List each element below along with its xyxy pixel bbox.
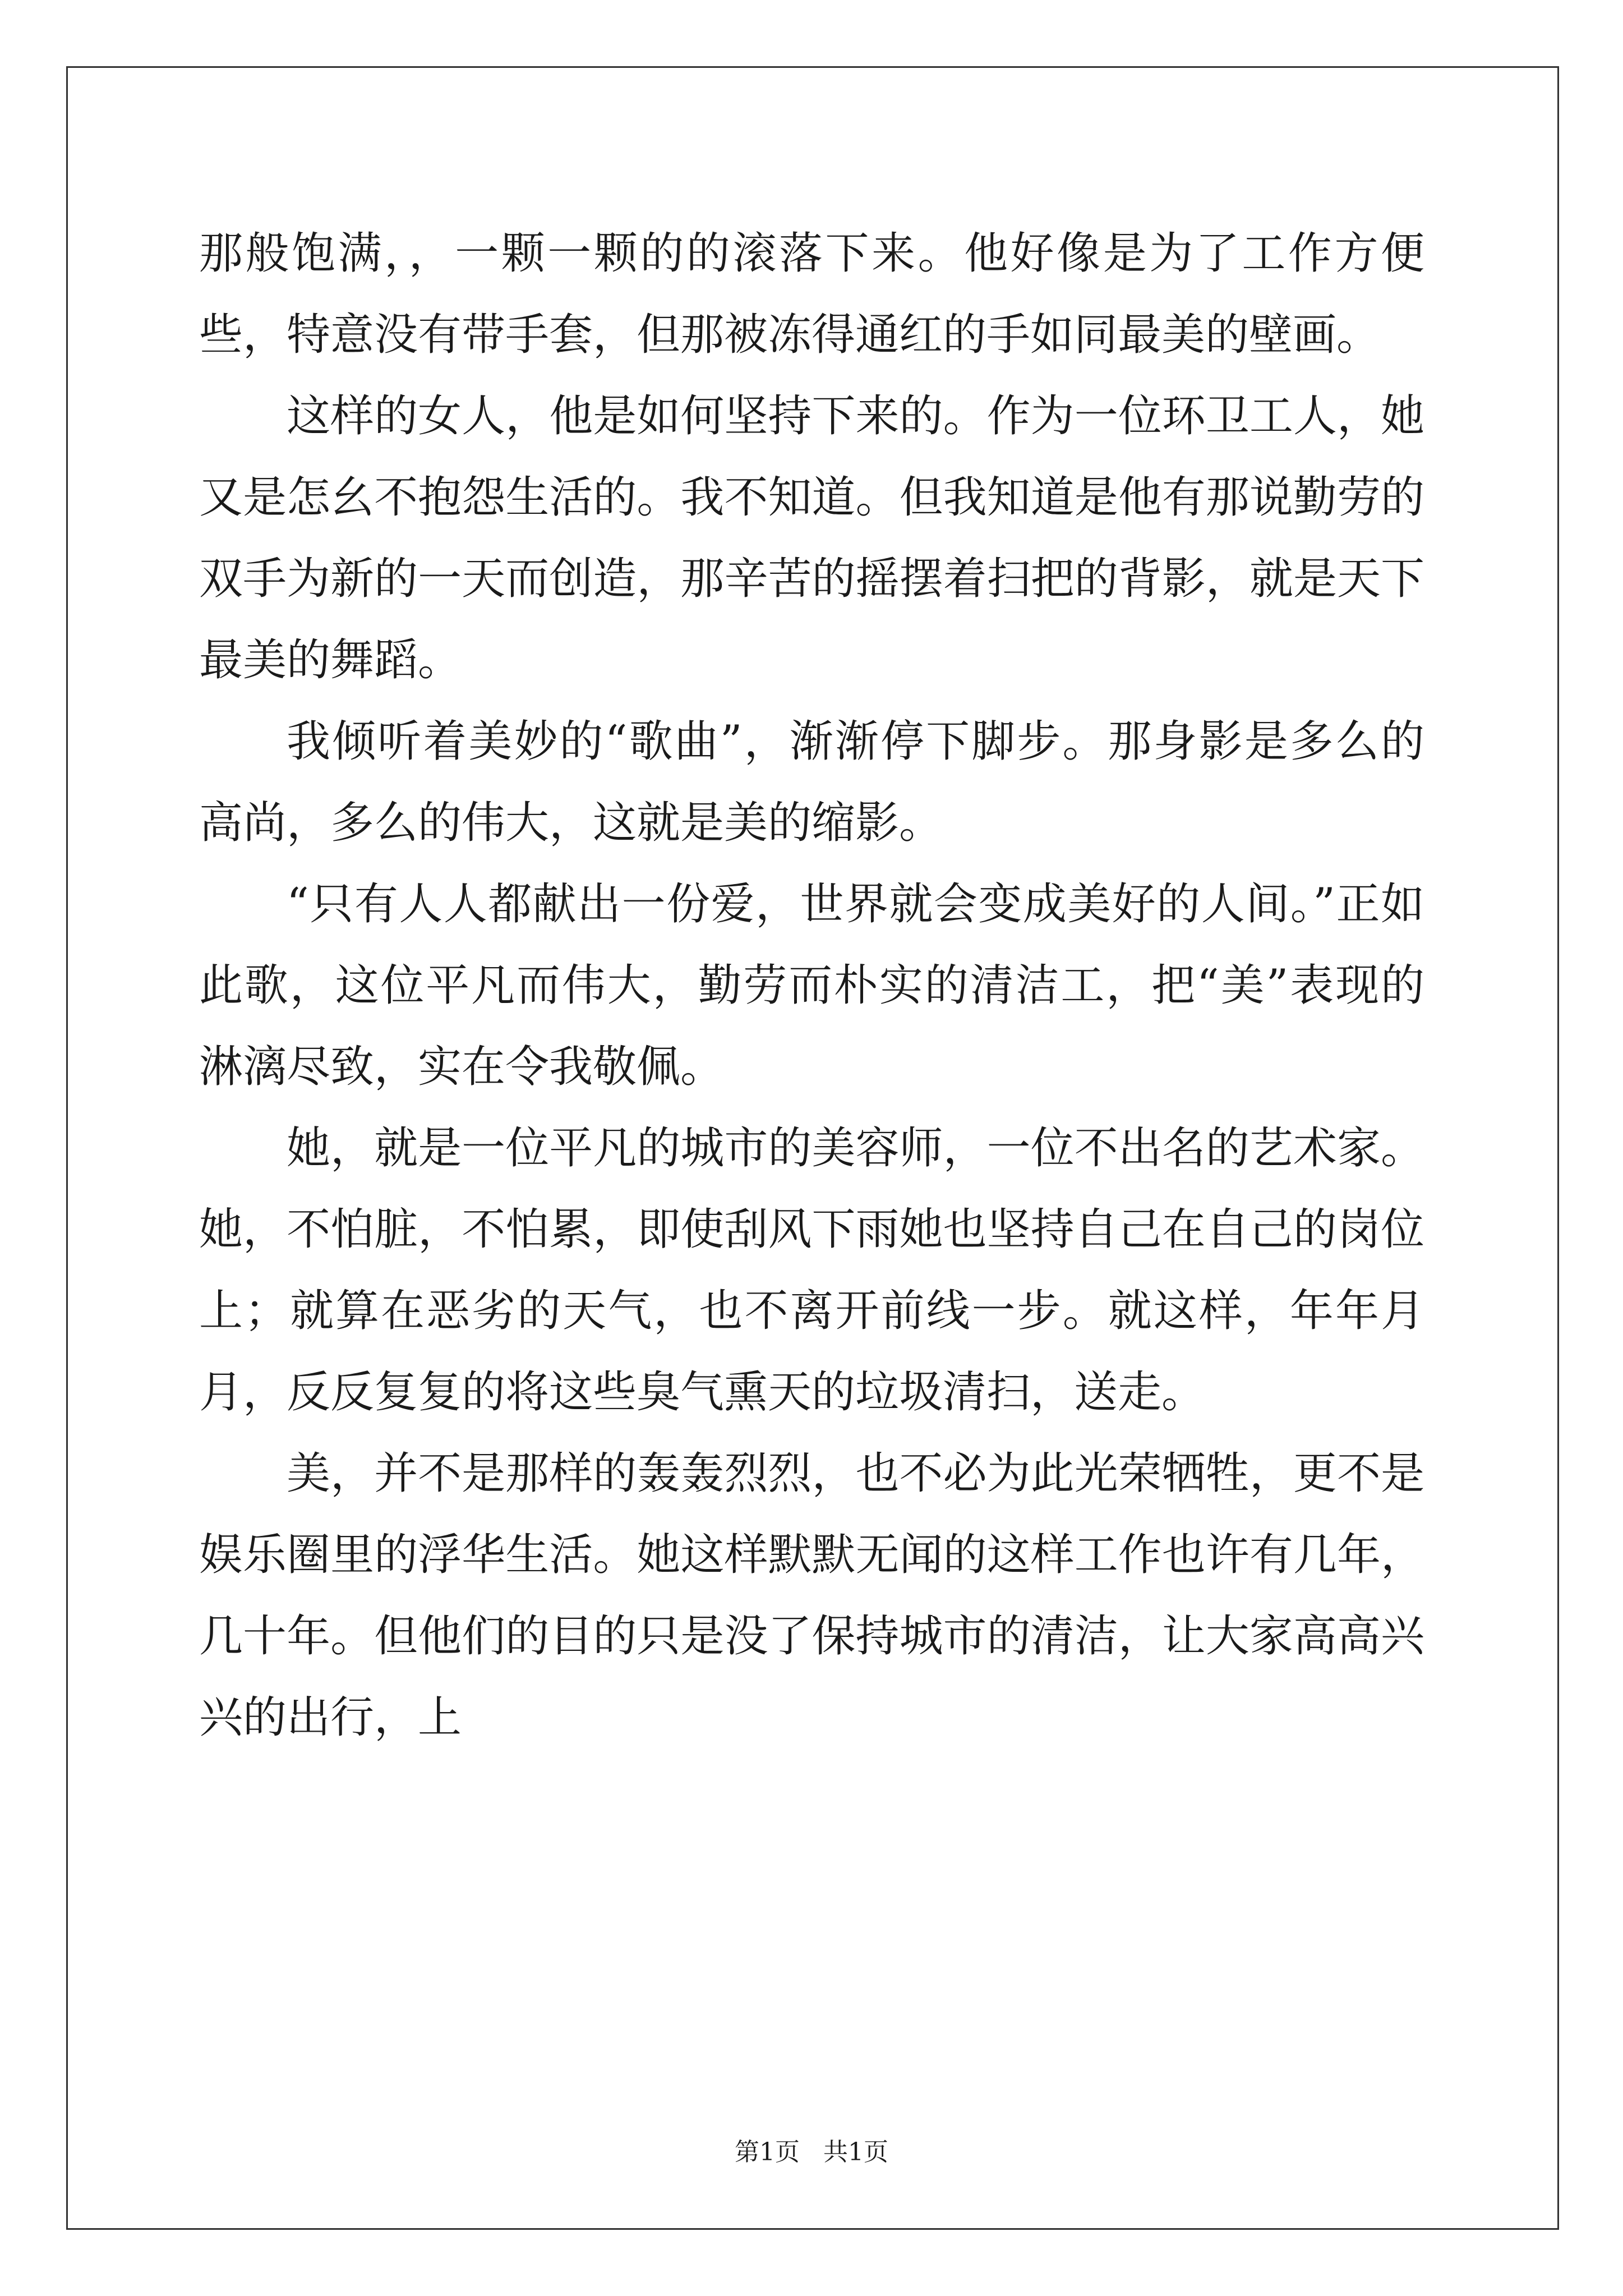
paragraph-2: 这样的女人，他是如何坚持下来的。作为一位环卫工人，她又是怎幺不抱怨生活的。我不知道。但我知道是他有那说勤劳的双手为新的一天而创造，那辛苦的摇摆着扫把的背影，就是天下最美的舞蹈。 bbox=[199, 391, 1424, 685]
paragraph-1: 那般饱满，，一颗一颗的的滚落下来。他好像是为了工作方便些，特意没有带手套，但那被冻得通红的手如同最美的壁画。 bbox=[199, 228, 1424, 360]
page-footer: 第1页 共1页 bbox=[735, 2138, 888, 2166]
paragraph-5: 她，就是一位平凡的城市的美容师，一位不出名的艺术家。她，不怕脏，不怕累，即使刮风下雨她也坚持自己在自己的岗位上；就算在恶劣的天气，也不离开前线一步。就这样，年年月月，反反复复的将这些臭气熏天的垃圾清扫，送走。 bbox=[199, 1123, 1424, 1418]
paragraph-6: 美，并不是那样的轰轰烈烈，也不必为此光荣牺牲，更不是娱乐圈里的浮华生活。她这样默默无闻的这样工作也许有几年，几十年。但他们的目的只是没了保持城市的清洁，让大家高高兴兴的出行，上 bbox=[199, 1448, 1424, 1743]
document-body bbox=[199, 213, 1424, 1759]
paragraph-3: 我倾听着美妙的“歌曲”，渐渐停下脚步。那身影是多么的高尚，多么的伟大，这就是美的缩影。 bbox=[199, 716, 1424, 848]
paragraph-4: “只有人人都献出一份爱，世界就会变成美好的人间。”正如此歌，这位平凡而伟大，勤劳而朴实的清洁工，把“美”表现的淋漓尽致，实在令我敬佩。 bbox=[199, 879, 1424, 1092]
